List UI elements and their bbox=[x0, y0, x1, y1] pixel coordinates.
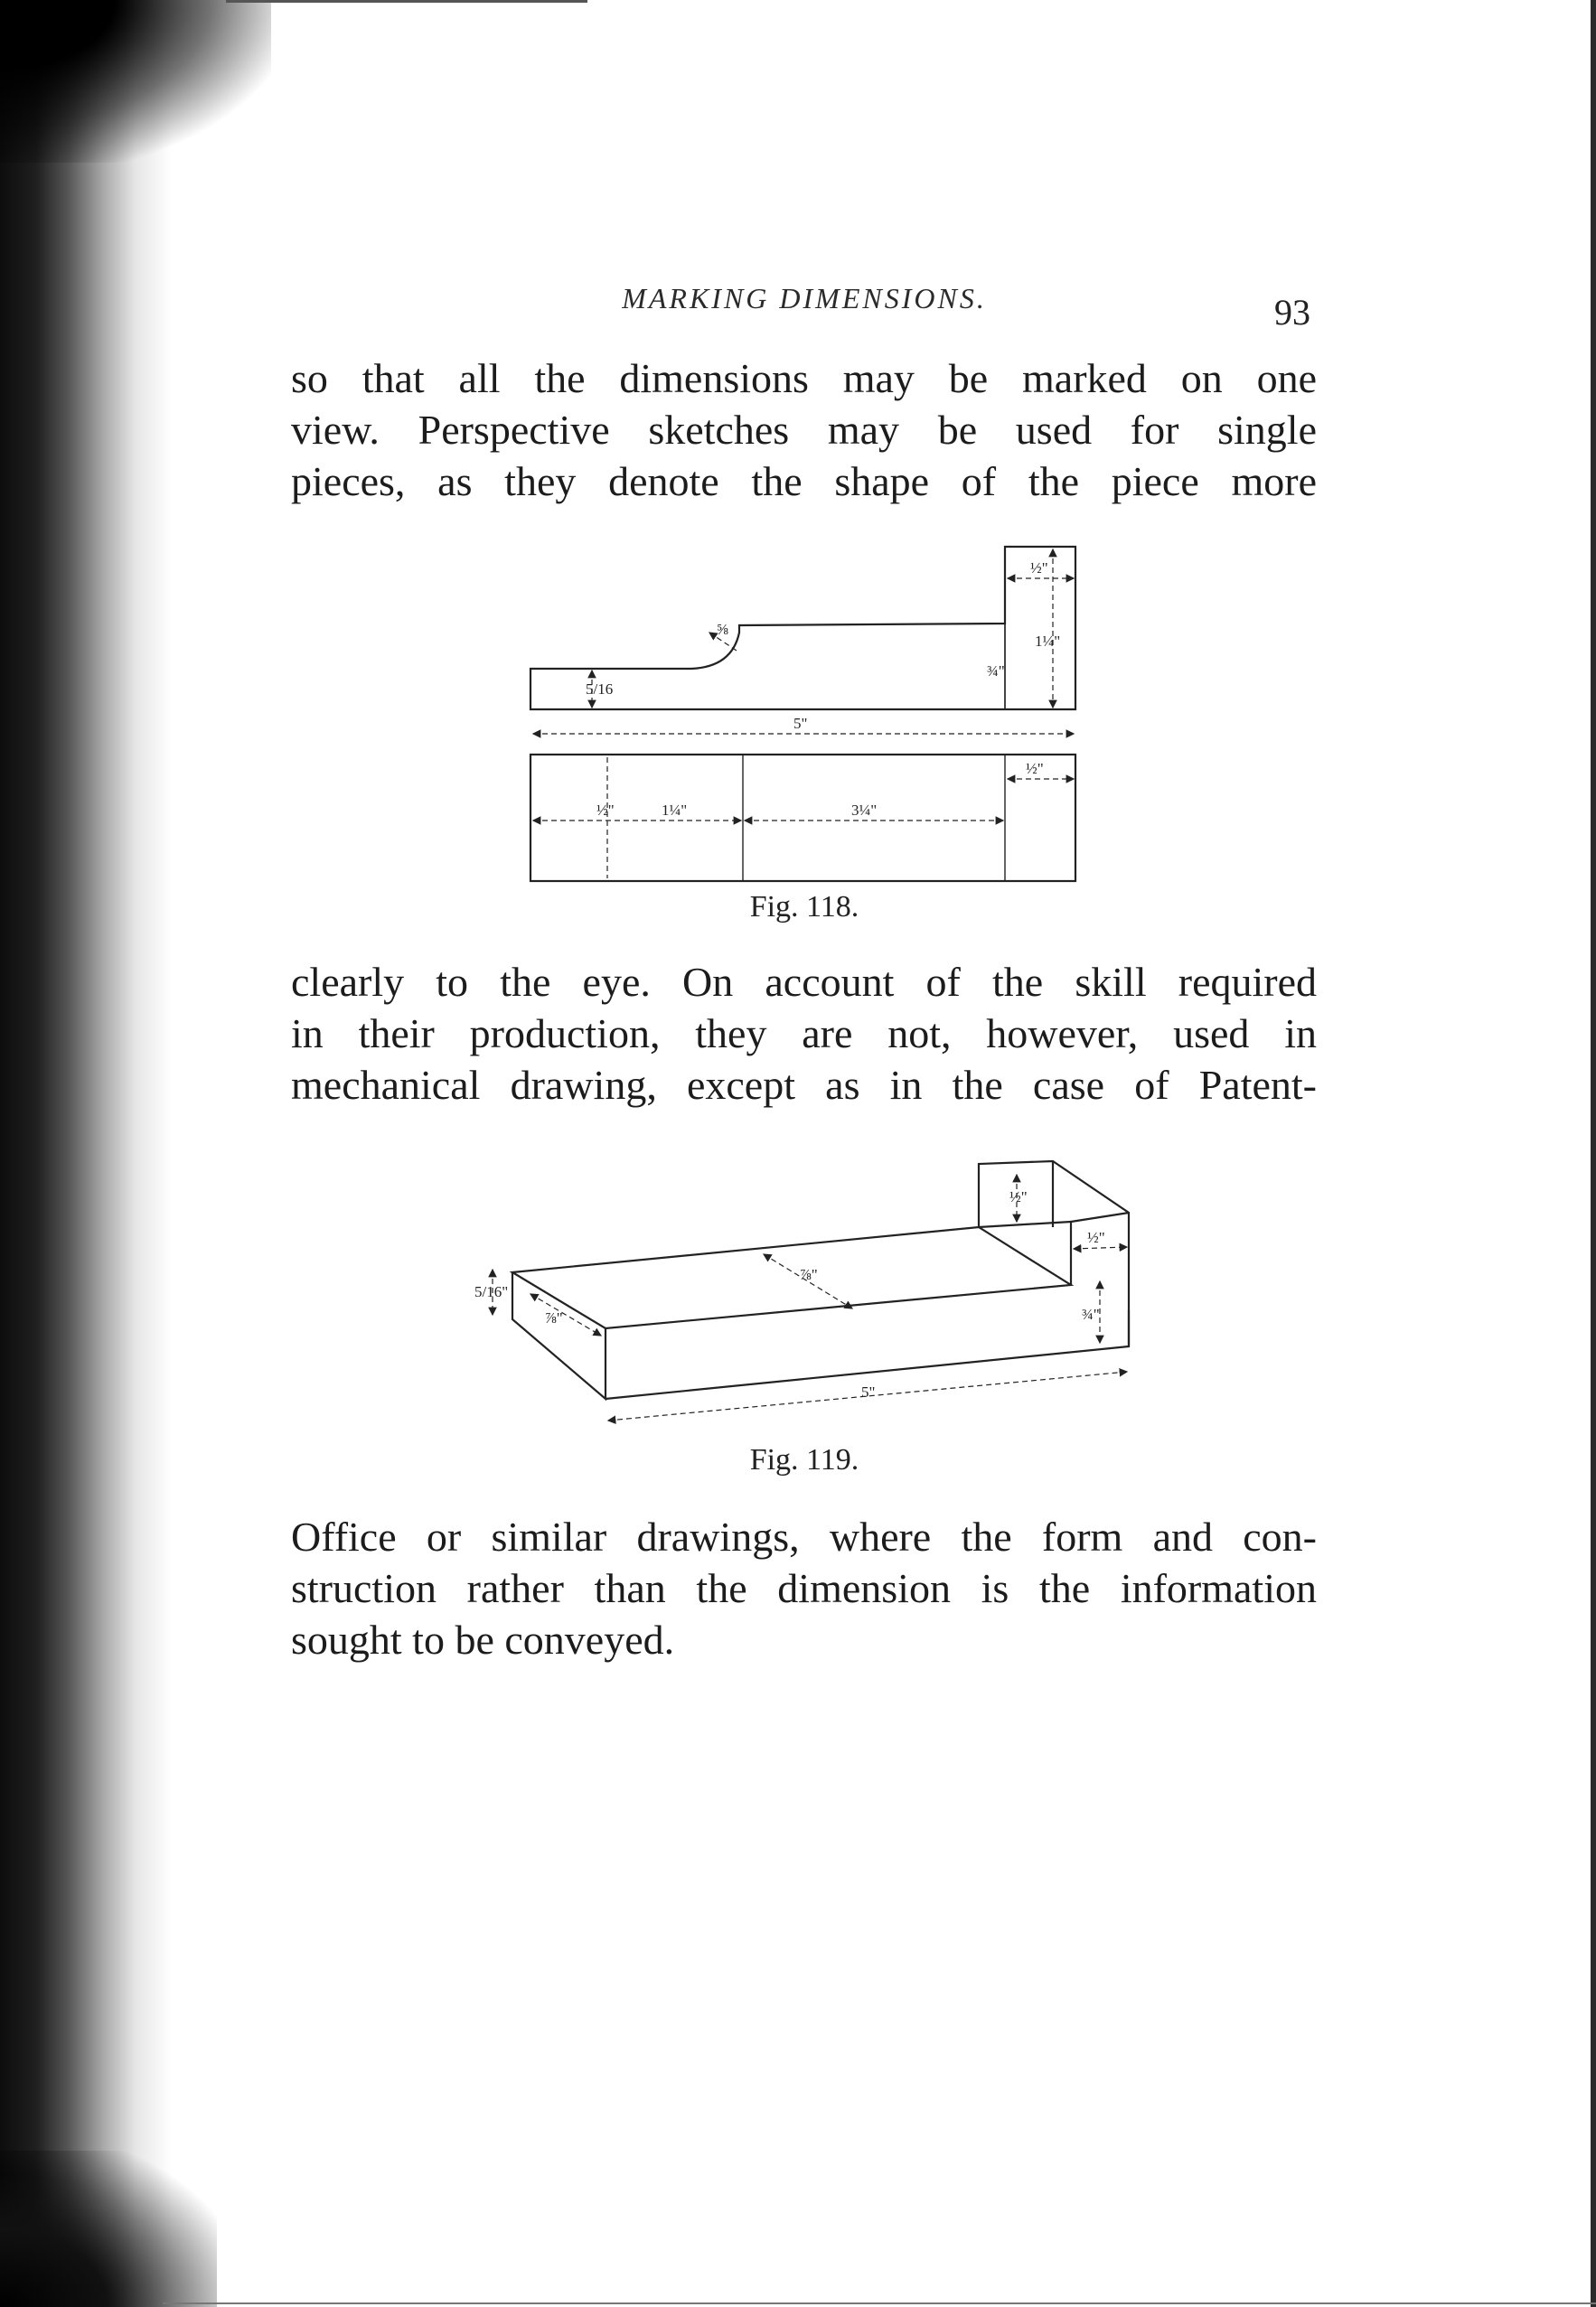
page-bottom-edge bbox=[163, 2302, 1596, 2304]
text-line: Office or similar drawings, where the form and con- bbox=[291, 1514, 1317, 1560]
figure-118 bbox=[506, 533, 1103, 895]
paragraph-3 bbox=[291, 1511, 1317, 1665]
paragraph-1 bbox=[291, 352, 1317, 507]
dim-upright-width-119: ½" bbox=[1087, 1229, 1105, 1246]
dim-step-height-119: ¾" bbox=[1082, 1306, 1100, 1323]
text-line: view. Perspective sketches may be used for single bbox=[291, 407, 1317, 453]
binding-shadow-top bbox=[0, 0, 271, 163]
dim-step-height: ¾" bbox=[987, 662, 1005, 680]
text-line: mechanical drawing, except as in the case of Patent- bbox=[291, 1062, 1317, 1108]
slab-top bbox=[512, 1227, 1071, 1328]
dim-upright-height: 1¼" bbox=[1035, 633, 1061, 650]
text-line: pieces, as they denote the shape of the piece more bbox=[291, 458, 1317, 504]
dim-plan-left: 1¼" bbox=[662, 802, 688, 819]
dim-plan-end: ½" bbox=[1026, 760, 1044, 777]
dim-overall-length: 5" bbox=[793, 715, 808, 732]
text-line: clearly to the eye. On account of the skill required bbox=[291, 959, 1317, 1005]
dim-base-thickness: 5/16 bbox=[586, 680, 614, 698]
dim-length: 5" bbox=[861, 1383, 876, 1401]
figure-119 bbox=[474, 1148, 1152, 1446]
dim-thickness: 5/16" bbox=[474, 1283, 509, 1300]
slab-left bbox=[512, 1272, 606, 1399]
page-right-edge bbox=[1591, 0, 1596, 2307]
text-line: sought to be conveyed. bbox=[291, 1617, 675, 1663]
text-line: so that all the dimensions may be marked on one bbox=[291, 355, 1317, 401]
running-title: MARKING DIMENSIONS. bbox=[622, 282, 987, 314]
paragraph-2 bbox=[291, 956, 1317, 1111]
upright-base bbox=[979, 1222, 1071, 1227]
page-top-edge bbox=[226, 0, 587, 3]
text-line: in their production, they are not, however, used in bbox=[291, 1010, 1317, 1056]
dim-radius: ⅝ bbox=[717, 621, 728, 638]
elevation-dimension-lines bbox=[533, 549, 1074, 734]
binding-shadow-bottom bbox=[0, 2151, 217, 2307]
text-line: struction rather than the dimension is the information bbox=[291, 1565, 1317, 1611]
figure-119-caption: Fig. 119. bbox=[749, 1443, 859, 1477]
dim-top-width: ⅞" bbox=[800, 1266, 818, 1283]
figure-118-caption: Fig. 118. bbox=[749, 890, 859, 924]
upright-front bbox=[1071, 1213, 1129, 1285]
dim-upright-height-119: ½" bbox=[1009, 1188, 1028, 1205]
binding-shadow bbox=[0, 0, 172, 2307]
dim-upright-width: ½" bbox=[1030, 559, 1048, 577]
perspective-block bbox=[512, 1161, 1129, 1399]
dim-plan-width: ½" bbox=[596, 802, 615, 819]
page-number: 93 bbox=[1274, 292, 1310, 333]
dim-width: ⅞" bbox=[545, 1309, 563, 1327]
dim-plan-right: 3¼" bbox=[851, 802, 878, 819]
